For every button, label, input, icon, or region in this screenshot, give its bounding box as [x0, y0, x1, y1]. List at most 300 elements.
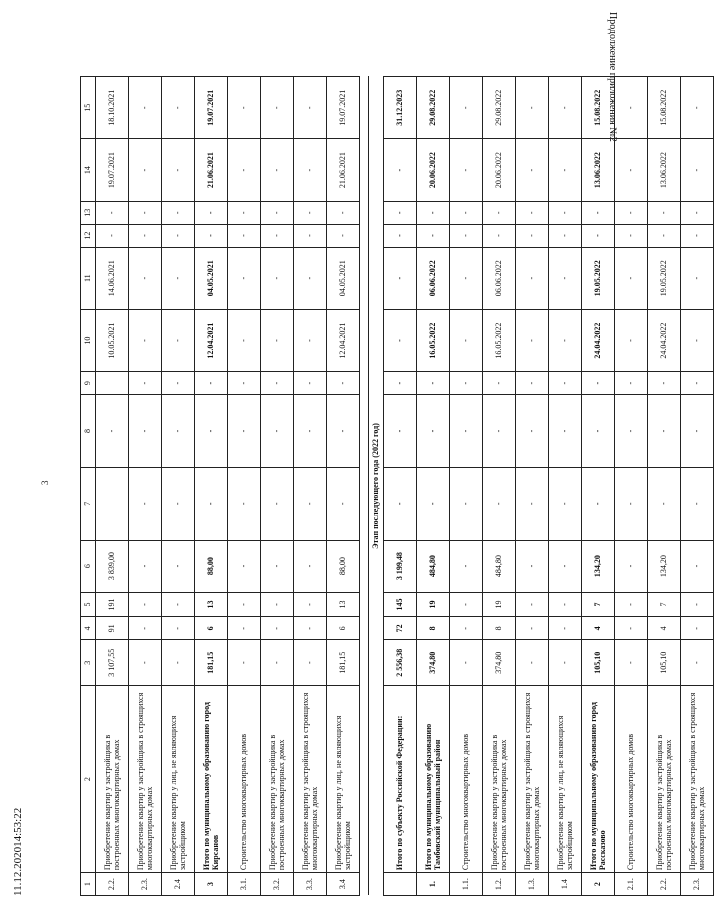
row-cell: 20.06.2022 [417, 139, 450, 201]
row-cell: - [162, 77, 195, 139]
row-cell: - [294, 617, 327, 640]
row-cell: - [327, 372, 360, 395]
row-label: Приобретение квартир у застройщика в построенных многоквартирных домах [261, 686, 294, 873]
row-cell: - [549, 372, 582, 395]
row-cell: 88,00 [195, 540, 228, 592]
section-gap [360, 77, 369, 896]
column-header: 15 [81, 77, 96, 139]
row-cell: 14.06.2021 [96, 247, 129, 309]
row-cell: - [549, 640, 582, 686]
row-cell [384, 873, 417, 896]
row-cell: 19.05.2022 [648, 247, 681, 309]
row-label: Приобретение квартир у застройщика в строящихся многоквартирных домах [129, 686, 162, 873]
row-cell: - [294, 309, 327, 371]
row-label: Строительство многоквартирных домов [450, 686, 483, 873]
row-cell: - [261, 540, 294, 592]
row-cell: 3.3. [294, 873, 327, 896]
row-cell: - [195, 224, 228, 247]
row-cell: 19 [417, 592, 450, 617]
row-cell: 04.05.2021 [327, 247, 360, 309]
column-header: 5 [81, 592, 96, 617]
row-cell: - [483, 224, 516, 247]
row-cell: - [549, 540, 582, 592]
row-cell: 06.06.2022 [483, 247, 516, 309]
row-cell: - [681, 139, 714, 201]
row-cell: - [129, 372, 162, 395]
column-header: 14 [81, 139, 96, 201]
row-cell: - [162, 592, 195, 617]
row-cell: 29.08.2022 [483, 77, 516, 139]
row-cell: - [96, 201, 129, 224]
row-cell: - [228, 640, 261, 686]
row-cell: - [228, 592, 261, 617]
row-cell: - [129, 201, 162, 224]
row-cell: 3 107,55 [96, 640, 129, 686]
column-header: 11 [81, 247, 96, 309]
row-cell: - [549, 467, 582, 540]
row-cell: - [615, 201, 648, 224]
row-cell: - [228, 247, 261, 309]
column-header: 12 [81, 224, 96, 247]
column-header: 3 [81, 640, 96, 686]
row-cell: 24.04.2022 [648, 309, 681, 371]
row-cell: 16.05.2022 [417, 309, 450, 371]
column-header: 4 [81, 617, 96, 640]
table-container [80, 76, 714, 896]
row-cell: 15.08.2022 [582, 77, 615, 139]
row-cell: - [162, 617, 195, 640]
row-cell: 2.3. [681, 873, 714, 896]
row-cell: - [549, 201, 582, 224]
row-cell: 8 [417, 617, 450, 640]
row-cell: 04.05.2021 [195, 247, 228, 309]
table-row [327, 77, 360, 896]
row-cell: 1.2. [483, 873, 516, 896]
row-cell: - [294, 247, 327, 309]
row-cell: 484,80 [417, 540, 450, 592]
row-cell: - [549, 309, 582, 371]
row-cell: - [162, 224, 195, 247]
row-cell: - [615, 592, 648, 617]
row-cell: - [129, 592, 162, 617]
row-cell: - [294, 592, 327, 617]
table-body [81, 77, 714, 896]
row-cell: - [162, 395, 195, 468]
row-cell: - [549, 77, 582, 139]
row-cell: - [516, 640, 549, 686]
row-cell: 2.3. [129, 873, 162, 896]
row-cell: - [681, 247, 714, 309]
row-cell: - [327, 201, 360, 224]
row-cell: - [327, 224, 360, 247]
row-label: Приобретение квартир у застройщика в построенных многоквартирных домах [96, 686, 129, 873]
row-cell: - [195, 201, 228, 224]
row-cell: - [228, 395, 261, 468]
row-cell: - [516, 617, 549, 640]
row-cell: - [261, 640, 294, 686]
row-cell: - [681, 309, 714, 371]
row-cell: - [195, 372, 228, 395]
row-cell: 134,20 [648, 540, 681, 592]
row-cell: 191 [96, 592, 129, 617]
row-cell: - [228, 201, 261, 224]
row-cell: - [228, 540, 261, 592]
row-cell: 72 [384, 617, 417, 640]
gap-cell [360, 77, 369, 896]
row-cell: - [261, 309, 294, 371]
row-cell: - [516, 467, 549, 540]
row-cell: - [417, 224, 450, 247]
row-cell: - [516, 309, 549, 371]
row-cell: - [129, 224, 162, 247]
row-cell: - [261, 247, 294, 309]
row-label: Приобретение квартир у лиц, не являющихся застройщиком [162, 686, 195, 873]
row-cell: 31.12.2023 [384, 77, 417, 139]
row-cell: 3.4 [327, 873, 360, 896]
row-cell: 2.4 [162, 873, 195, 896]
row-cell: 145 [384, 592, 417, 617]
row-cell: - [261, 77, 294, 139]
row-cell: - [681, 467, 714, 540]
row-cell: 91 [96, 617, 129, 640]
row-cell: - [648, 224, 681, 247]
row-cell: 6 [195, 617, 228, 640]
row-cell: - [615, 309, 648, 371]
row-cell: 3 [195, 873, 228, 896]
row-cell: - [294, 372, 327, 395]
row-cell: - [294, 467, 327, 540]
row-cell: - [615, 540, 648, 592]
row-cell: - [549, 395, 582, 468]
row-cell: - [615, 77, 648, 139]
row-label: Приобретение квартир у лиц, не являющихся застройщиком [549, 686, 582, 873]
row-label: Строительство многоквартирных домов [228, 686, 261, 873]
row-cell: - [648, 467, 681, 540]
row-cell: - [450, 224, 483, 247]
row-cell: 12.04.2021 [195, 309, 228, 371]
column-header: 1 [81, 873, 96, 896]
row-cell: - [261, 467, 294, 540]
row-cell: - [129, 640, 162, 686]
row-cell: - [327, 395, 360, 468]
row-cell: - [294, 201, 327, 224]
table-row [582, 77, 615, 896]
row-label: Приобретение квартир у застройщика в строящихся многоквартирных домах [681, 686, 714, 873]
table-row [417, 77, 450, 896]
row-cell: 1.4 [549, 873, 582, 896]
row-cell: - [228, 467, 261, 540]
row-cell: 484,80 [483, 540, 516, 592]
row-cell: - [681, 372, 714, 395]
header-row [81, 77, 96, 896]
table-row [228, 77, 261, 896]
row-cell: 4 [648, 617, 681, 640]
row-cell: - [261, 592, 294, 617]
row-cell: 105,10 [648, 640, 681, 686]
column-header: 8 [81, 395, 96, 468]
row-cell: - [417, 395, 450, 468]
row-cell: - [195, 395, 228, 468]
row-cell: - [681, 540, 714, 592]
row-cell: 13 [327, 592, 360, 617]
column-header: 2 [81, 686, 96, 873]
table-row [195, 77, 228, 896]
stage-row [369, 77, 384, 896]
table-row [384, 77, 417, 896]
row-cell: 8 [483, 617, 516, 640]
row-cell: 1. [417, 873, 450, 896]
row-cell: - [261, 395, 294, 468]
row-cell: - [129, 467, 162, 540]
row-cell: - [384, 467, 417, 540]
row-cell: - [261, 201, 294, 224]
row-cell: - [417, 372, 450, 395]
row-cell: - [261, 372, 294, 395]
data-table [80, 76, 714, 896]
row-cell: - [384, 309, 417, 371]
row-cell: 2.2. [648, 873, 681, 896]
row-label: Итого по муниципальному образованию город Рассказово [582, 686, 615, 873]
row-cell: - [294, 224, 327, 247]
row-cell: 29.08.2022 [417, 77, 450, 139]
row-cell: 2 [582, 873, 615, 896]
row-cell [96, 372, 129, 395]
row-cell: - [228, 372, 261, 395]
row-cell: - [384, 224, 417, 247]
row-cell: - [450, 467, 483, 540]
row-cell: 13.06.2022 [648, 139, 681, 201]
row-cell: - [450, 139, 483, 201]
row-cell: - [294, 77, 327, 139]
row-cell: 3.2. [261, 873, 294, 896]
table-row [450, 77, 483, 896]
row-cell: - [615, 467, 648, 540]
row-label: Приобретение квартир у лиц, не являющихся застройщиком [327, 686, 360, 873]
column-header: 9 [81, 372, 96, 395]
row-cell: 7 [648, 592, 681, 617]
row-cell: - [549, 617, 582, 640]
row-cell: - [483, 201, 516, 224]
table-row [681, 77, 714, 896]
row-cell: 1.3. [516, 873, 549, 896]
row-cell: 4 [582, 617, 615, 640]
row-cell: - [483, 372, 516, 395]
table-row [516, 77, 549, 896]
row-cell: 2.1. [615, 873, 648, 896]
column-header: 6 [81, 540, 96, 592]
row-cell: 134,20 [582, 540, 615, 592]
row-cell [96, 467, 129, 540]
row-cell: - [516, 139, 549, 201]
row-cell: - [450, 309, 483, 371]
row-cell: 374,80 [483, 640, 516, 686]
table-row [615, 77, 648, 896]
row-cell: - [129, 540, 162, 592]
row-cell: - [96, 395, 129, 468]
row-cell: 19.07.2021 [195, 77, 228, 139]
row-cell: - [615, 617, 648, 640]
row-cell: - [648, 372, 681, 395]
row-cell: - [450, 201, 483, 224]
row-cell: - [615, 395, 648, 468]
row-cell: - [129, 139, 162, 201]
row-cell: 181,15 [195, 640, 228, 686]
row-cell: 1.1. [450, 873, 483, 896]
row-cell: - [384, 395, 417, 468]
row-cell: - [450, 592, 483, 617]
row-cell: 21.06.2021 [195, 139, 228, 201]
row-cell: 13.06.2022 [582, 139, 615, 201]
row-cell: - [450, 617, 483, 640]
row-cell: - [450, 372, 483, 395]
row-cell: - [294, 395, 327, 468]
row-cell: - [681, 617, 714, 640]
column-header: 10 [81, 309, 96, 371]
row-cell: - [648, 201, 681, 224]
row-cell: - [450, 540, 483, 592]
page-number: 3 [40, 480, 50, 485]
table-row [648, 77, 681, 896]
row-label: Приобретение квартир у застройщика в построенных многоквартирных домах [648, 686, 681, 873]
row-cell: - [516, 224, 549, 247]
row-cell: - [450, 640, 483, 686]
row-cell: - [516, 77, 549, 139]
row-cell: - [681, 77, 714, 139]
row-cell: 181,15 [327, 640, 360, 686]
row-cell: - [450, 395, 483, 468]
row-cell: 2 556,38 [384, 640, 417, 686]
row-cell: 19.05.2022 [582, 247, 615, 309]
row-cell: - [129, 247, 162, 309]
table-row [261, 77, 294, 896]
row-cell: - [261, 617, 294, 640]
row-cell: - [417, 467, 450, 540]
row-cell: - [261, 224, 294, 247]
row-cell: - [162, 467, 195, 540]
row-cell: - [162, 247, 195, 309]
row-cell: - [582, 467, 615, 540]
row-cell: - [417, 201, 450, 224]
row-cell: - [162, 640, 195, 686]
row-cell: - [549, 224, 582, 247]
row-cell: - [195, 467, 228, 540]
row-cell: - [228, 77, 261, 139]
row-cell: - [294, 640, 327, 686]
row-cell: - [516, 540, 549, 592]
row-cell: 10.05.2021 [96, 309, 129, 371]
row-cell: - [228, 224, 261, 247]
row-cell: - [681, 395, 714, 468]
row-cell: - [615, 640, 648, 686]
row-cell: - [681, 592, 714, 617]
row-cell: 12.04.2021 [327, 309, 360, 371]
row-cell: - [615, 139, 648, 201]
row-label: Итого по муниципальному образованию город Кирсанов [195, 686, 228, 873]
stage-label: Этап последующего года (2022 год) [369, 77, 384, 896]
row-cell: - [681, 224, 714, 247]
row-label: Итого по муниципальному образованию Тамбовский муниципальный район [417, 686, 450, 873]
table-row [129, 77, 162, 896]
row-cell: - [384, 139, 417, 201]
row-cell: 21.06.2021 [327, 139, 360, 201]
row-cell: 7 [582, 592, 615, 617]
row-cell: - [96, 224, 129, 247]
row-cell: - [450, 247, 483, 309]
row-cell: - [615, 372, 648, 395]
column-header: 13 [81, 201, 96, 224]
row-cell: 3 199,48 [384, 540, 417, 592]
column-header: 7 [81, 467, 96, 540]
row-cell: - [516, 372, 549, 395]
row-cell: - [384, 201, 417, 224]
row-cell: - [384, 372, 417, 395]
row-cell: - [549, 247, 582, 309]
row-cell: - [162, 372, 195, 395]
row-label: Приобретение квартир у застройщика в построенных многоквартирных домах [483, 686, 516, 873]
row-cell: - [681, 201, 714, 224]
row-cell: 19 [483, 592, 516, 617]
row-cell: - [582, 224, 615, 247]
row-cell: - [162, 201, 195, 224]
row-cell: - [129, 309, 162, 371]
row-cell: 374,80 [417, 640, 450, 686]
table-row [96, 77, 129, 896]
row-cell: - [516, 592, 549, 617]
row-cell: - [516, 201, 549, 224]
row-cell: - [228, 309, 261, 371]
row-cell: - [384, 247, 417, 309]
table-row [483, 77, 516, 896]
row-cell: - [450, 77, 483, 139]
row-cell: - [516, 247, 549, 309]
row-cell: - [162, 309, 195, 371]
row-cell: - [582, 395, 615, 468]
row-cell: - [549, 139, 582, 201]
row-cell: 3 839,00 [96, 540, 129, 592]
appendix-note: Продолжение приложения №2 [607, 12, 618, 142]
row-cell: 06.06.2022 [417, 247, 450, 309]
row-cell: - [483, 467, 516, 540]
row-label: Строительство многоквартирных домов [615, 686, 648, 873]
row-cell: - [582, 372, 615, 395]
row-cell: - [129, 395, 162, 468]
row-cell: 88,00 [327, 540, 360, 592]
row-cell: 6 [327, 617, 360, 640]
row-cell: - [483, 395, 516, 468]
row-cell: - [162, 139, 195, 201]
footer-timestamp: 11.12.202014:53:22 [12, 807, 24, 896]
row-cell: 24.04.2022 [582, 309, 615, 371]
row-cell: - [615, 247, 648, 309]
row-cell: - [516, 395, 549, 468]
row-cell: - [582, 201, 615, 224]
row-cell: - [294, 139, 327, 201]
row-label: Приобретение квартир у застройщика в строящихся многоквартирных домах [294, 686, 327, 873]
row-cell: - [129, 617, 162, 640]
row-cell: 2.2. [96, 873, 129, 896]
row-cell: - [615, 224, 648, 247]
row-cell: - [228, 617, 261, 640]
row-cell: 19.07.2021 [327, 77, 360, 139]
row-cell: 16.05.2022 [483, 309, 516, 371]
row-label: Приобретение квартир у застройщика в строящихся многоквартирных домах [516, 686, 549, 873]
row-cell: 15.08.2022 [648, 77, 681, 139]
row-cell: - [648, 395, 681, 468]
row-cell: - [549, 592, 582, 617]
row-cell: 3.1. [228, 873, 261, 896]
row-cell: - [261, 139, 294, 201]
table-row [294, 77, 327, 896]
